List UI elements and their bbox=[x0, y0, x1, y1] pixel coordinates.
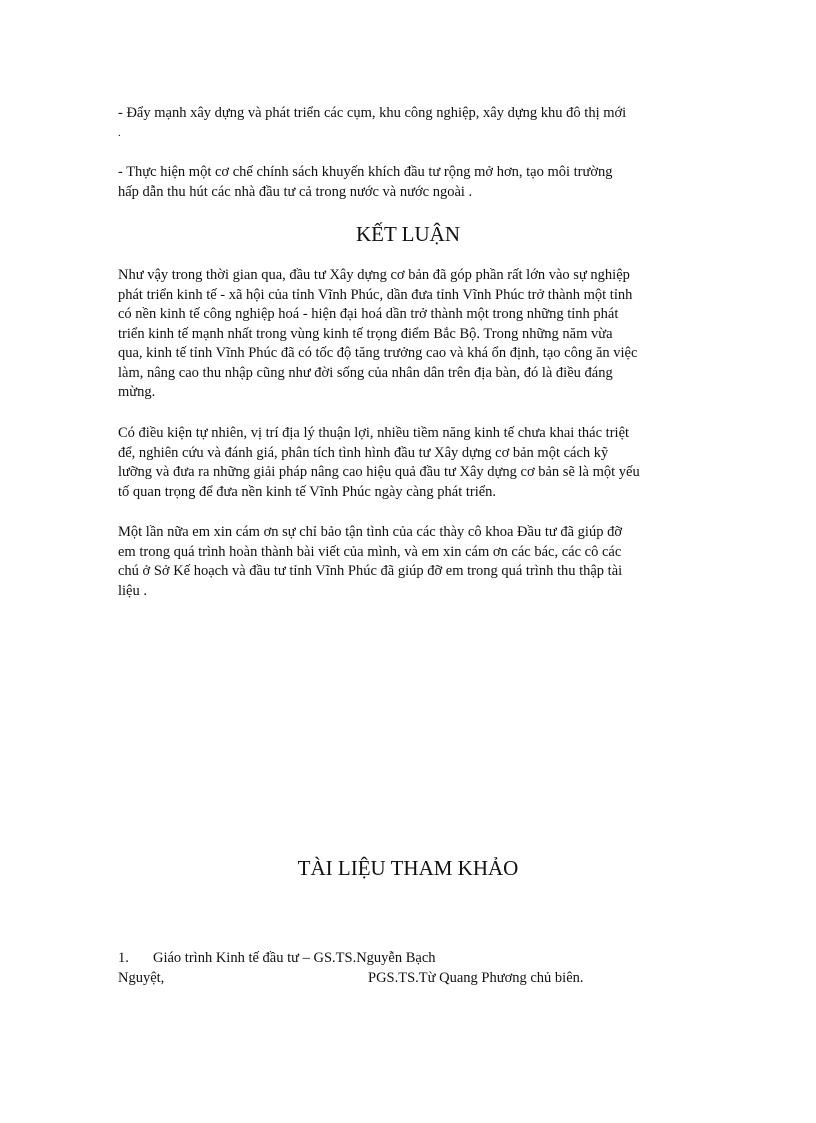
text-line: để, nghiên cứu và đánh giá, phân tích tình hình đầu tư Xây dựng cơ bản một cách kỹ bbox=[118, 444, 609, 461]
text-line: em trong quá trình hoàn thành bài viết của mình, và em xin cám ơn các bác, các cô các bbox=[118, 543, 622, 560]
conclusion-heading: KẾT LUẬN bbox=[355, 222, 460, 246]
text-line: Một lần nữa em xin cám ơn sự chỉ bảo tận tình của các thày cô khoa Đầu tư đã giúp đỡ bbox=[118, 524, 622, 540]
text-line: có nền kinh tế công nghiệp hoá - hiện đại hoá dần trở thành một trong những tỉnh phát bbox=[118, 306, 619, 322]
conclusion-paragraph bbox=[118, 523, 698, 601]
conclusion-paragraph bbox=[118, 424, 698, 502]
reference-text: PGS.TS.Từ Quang Phương chủ biên. bbox=[368, 970, 584, 986]
text-line: qua, kinh tế tỉnh Vĩnh Phúc đã có tốc độ tăng trưởng cao và khá ổn định, tạo công ăn việc bbox=[118, 345, 638, 361]
text-line: triển kinh tế mạnh nhất trong vùng kinh tế trọng điểm Bắc Bộ. Trong những năm vừa bbox=[118, 325, 613, 342]
text-line: tố quan trọng để đưa nền kinh tế Vĩnh Phúc ngày càng phát triển. bbox=[118, 483, 497, 500]
text-line: - Thực hiện một cơ chế chính sách khuyến khích đầu tư rộng mở hơn, tạo môi trường bbox=[118, 164, 613, 180]
reference-number: 1. bbox=[118, 950, 129, 966]
references-heading: TÀI LIỆU THAM KHẢO bbox=[297, 856, 519, 880]
text-line: hấp dẫn thu hút các nhà đầu tư cả trong nước và nước ngoài . bbox=[118, 183, 473, 200]
text-line: phát triển kinh tế - xã hội của tỉnh Vĩnh Phúc, dần đưa tỉnh Vĩnh Phúc trở thành một tỉnh bbox=[118, 286, 633, 303]
reference-text: Giáo trình Kinh tế đầu tư – GS.TS.Nguyễn Bạch bbox=[153, 950, 436, 966]
text-line: Như vậy trong thời gian qua, đầu tư Xây dựng cơ bản đã góp phần rất lớn vào sự nghiệp bbox=[118, 267, 630, 283]
text-line: liệu . bbox=[118, 582, 147, 599]
conclusion-paragraph bbox=[118, 266, 698, 403]
text-line: Có điều kiện tự nhiên, vị trí địa lý thuận lợi, nhiều tiềm năng kinh tế chưa khai thác triệt bbox=[118, 425, 630, 441]
text-line: mừng. bbox=[118, 384, 156, 400]
text-line: làm, nâng cao thu nhập cũng như đời sống của nhân dân trên địa bàn, đó là điều đáng bbox=[118, 364, 613, 381]
reference-text: Nguyệt, bbox=[118, 970, 165, 986]
text-line: - Đẩy mạnh xây dựng và phát triển các cụm, khu công nghiệp, xây dựng khu đô thị mới bbox=[118, 105, 627, 121]
text-line: lưỡng và đưa ra những giải pháp nâng cao hiệu quả đầu tư Xây dựng cơ bản sẽ là một yếu bbox=[118, 464, 640, 480]
text-line: . bbox=[118, 126, 121, 139]
bullet-item bbox=[118, 104, 698, 143]
bullet-item bbox=[118, 163, 698, 202]
text-line: chú ở Sở Kế hoạch và đầu tư tỉnh Vĩnh Phúc đã giúp đỡ em trong quá trình thu thập tài bbox=[118, 563, 623, 579]
